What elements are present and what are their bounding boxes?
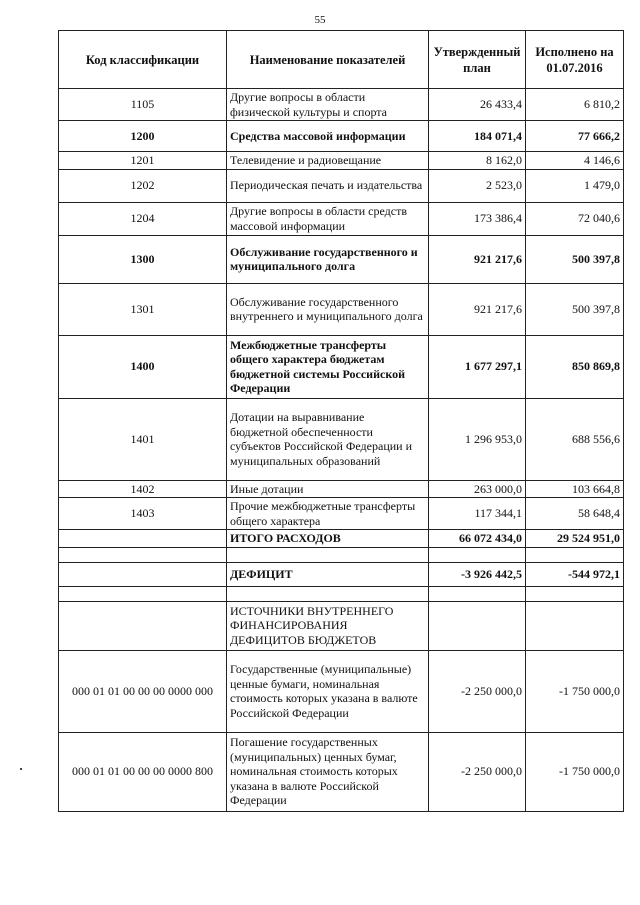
name-cell: Периодическая печать и издательства xyxy=(227,169,429,202)
code-cell: 1401 xyxy=(59,398,227,480)
header-plan: Утвержденный план xyxy=(429,31,526,89)
code-cell: 000 01 01 00 00 00 0000 000 xyxy=(59,650,227,732)
code-cell: 000 01 01 00 00 00 0000 800 xyxy=(59,732,227,811)
plan-cell: 263 000,0 xyxy=(429,480,526,498)
plan-cell: 66 072 434,0 xyxy=(429,530,526,548)
table-row xyxy=(59,202,624,235)
done-cell xyxy=(526,586,624,601)
table-row xyxy=(59,398,624,480)
header-code: Код классификации xyxy=(59,31,227,89)
code-cell xyxy=(59,586,227,601)
name-cell: Телевидение и радиовещание xyxy=(227,152,429,170)
done-cell: 850 869,8 xyxy=(526,335,624,398)
name-cell: Государственные (муниципальные) ценные бумаги, номинальная стоимость которых указана в валюте Российской Федерации xyxy=(227,650,429,732)
done-cell: -1 750 000,0 xyxy=(526,732,624,811)
name-cell: Прочие межбюджетные трансферты общего характера xyxy=(227,498,429,530)
table-row xyxy=(59,121,624,152)
done-cell: 72 040,6 xyxy=(526,202,624,235)
done-cell: 6 810,2 xyxy=(526,89,624,121)
code-cell: 1202 xyxy=(59,169,227,202)
header-done: Исполнено на 01.07.2016 xyxy=(526,31,624,89)
table-row xyxy=(59,498,624,530)
name-cell: Другие вопросы в области средств массовой информации xyxy=(227,202,429,235)
plan-cell: 117 344,1 xyxy=(429,498,526,530)
plan-cell xyxy=(429,547,526,562)
plan-cell xyxy=(429,586,526,601)
done-cell: 688 556,6 xyxy=(526,398,624,480)
header-name: Наименование показателей xyxy=(227,31,429,89)
table-row xyxy=(59,283,624,335)
name-cell: Обслуживание государственного внутреннего и муниципального долга xyxy=(227,283,429,335)
done-cell: 103 664,8 xyxy=(526,480,624,498)
table-row xyxy=(59,530,624,548)
table-row xyxy=(59,547,624,562)
name-cell: Дотации на выравнивание бюджетной обеспеченности субъектов Российской Федерации и муниципальных образований xyxy=(227,398,429,480)
table-row xyxy=(59,562,624,586)
table-row xyxy=(59,732,624,811)
code-cell: 1301 xyxy=(59,283,227,335)
name-cell: Средства массовой информации xyxy=(227,121,429,152)
table-header-row xyxy=(59,31,624,89)
code-cell: 1200 xyxy=(59,121,227,152)
done-cell: -1 750 000,0 xyxy=(526,650,624,732)
table-row xyxy=(59,169,624,202)
plan-cell: -2 250 000,0 xyxy=(429,650,526,732)
table-row xyxy=(59,89,624,121)
plan-cell xyxy=(429,601,526,650)
code-cell: 1300 xyxy=(59,235,227,283)
plan-cell: 8 162,0 xyxy=(429,152,526,170)
name-cell: ДЕФИЦИТ xyxy=(227,562,429,586)
table-row xyxy=(59,650,624,732)
code-cell: 1400 xyxy=(59,335,227,398)
plan-cell: 921 217,6 xyxy=(429,235,526,283)
code-cell xyxy=(59,530,227,548)
table-row xyxy=(59,586,624,601)
done-cell: 58 648,4 xyxy=(526,498,624,530)
code-cell xyxy=(59,601,227,650)
code-cell xyxy=(59,547,227,562)
done-cell: 500 397,8 xyxy=(526,235,624,283)
scan-mark xyxy=(20,768,22,770)
budget-table xyxy=(58,30,624,812)
done-cell xyxy=(526,601,624,650)
code-cell: 1105 xyxy=(59,89,227,121)
table-row xyxy=(59,235,624,283)
table-row xyxy=(59,601,624,650)
plan-cell: -2 250 000,0 xyxy=(429,732,526,811)
name-cell: ИТОГО РАСХОДОВ xyxy=(227,530,429,548)
code-cell: 1201 xyxy=(59,152,227,170)
done-cell: 4 146,6 xyxy=(526,152,624,170)
table-row xyxy=(59,480,624,498)
done-cell xyxy=(526,547,624,562)
plan-cell: 1 296 953,0 xyxy=(429,398,526,480)
name-cell xyxy=(227,547,429,562)
plan-cell: 1 677 297,1 xyxy=(429,335,526,398)
table-row xyxy=(59,335,624,398)
code-cell: 1402 xyxy=(59,480,227,498)
plan-cell: 184 071,4 xyxy=(429,121,526,152)
name-cell xyxy=(227,586,429,601)
name-cell: Обслуживание государственного и муниципального долга xyxy=(227,235,429,283)
done-cell: -544 972,1 xyxy=(526,562,624,586)
name-cell: Межбюджетные трансферты общего характера бюджетам бюджетной системы Российской Федерации xyxy=(227,335,429,398)
plan-cell: 921 217,6 xyxy=(429,283,526,335)
table-row xyxy=(59,152,624,170)
name-cell: Иные дотации xyxy=(227,480,429,498)
plan-cell: 26 433,4 xyxy=(429,89,526,121)
code-cell: 1403 xyxy=(59,498,227,530)
plan-cell: 173 386,4 xyxy=(429,202,526,235)
plan-cell: -3 926 442,5 xyxy=(429,562,526,586)
done-cell: 29 524 951,0 xyxy=(526,530,624,548)
done-cell: 1 479,0 xyxy=(526,169,624,202)
page-number: 55 xyxy=(314,14,326,26)
done-cell: 500 397,8 xyxy=(526,283,624,335)
done-cell: 77 666,2 xyxy=(526,121,624,152)
name-cell: Погашение государственных (муниципальных) ценных бумаг, номинальная стоимость которых указана в валюте Российской Федерации xyxy=(227,732,429,811)
name-cell: ИСТОЧНИКИ ВНУТРЕННЕГО ФИНАНСИРОВАНИЯ ДЕФИЦИТОВ БЮДЖЕТОВ xyxy=(227,601,429,650)
code-cell xyxy=(59,562,227,586)
name-cell: Другие вопросы в области физической культуры и спорта xyxy=(227,89,429,121)
code-cell: 1204 xyxy=(59,202,227,235)
plan-cell: 2 523,0 xyxy=(429,169,526,202)
